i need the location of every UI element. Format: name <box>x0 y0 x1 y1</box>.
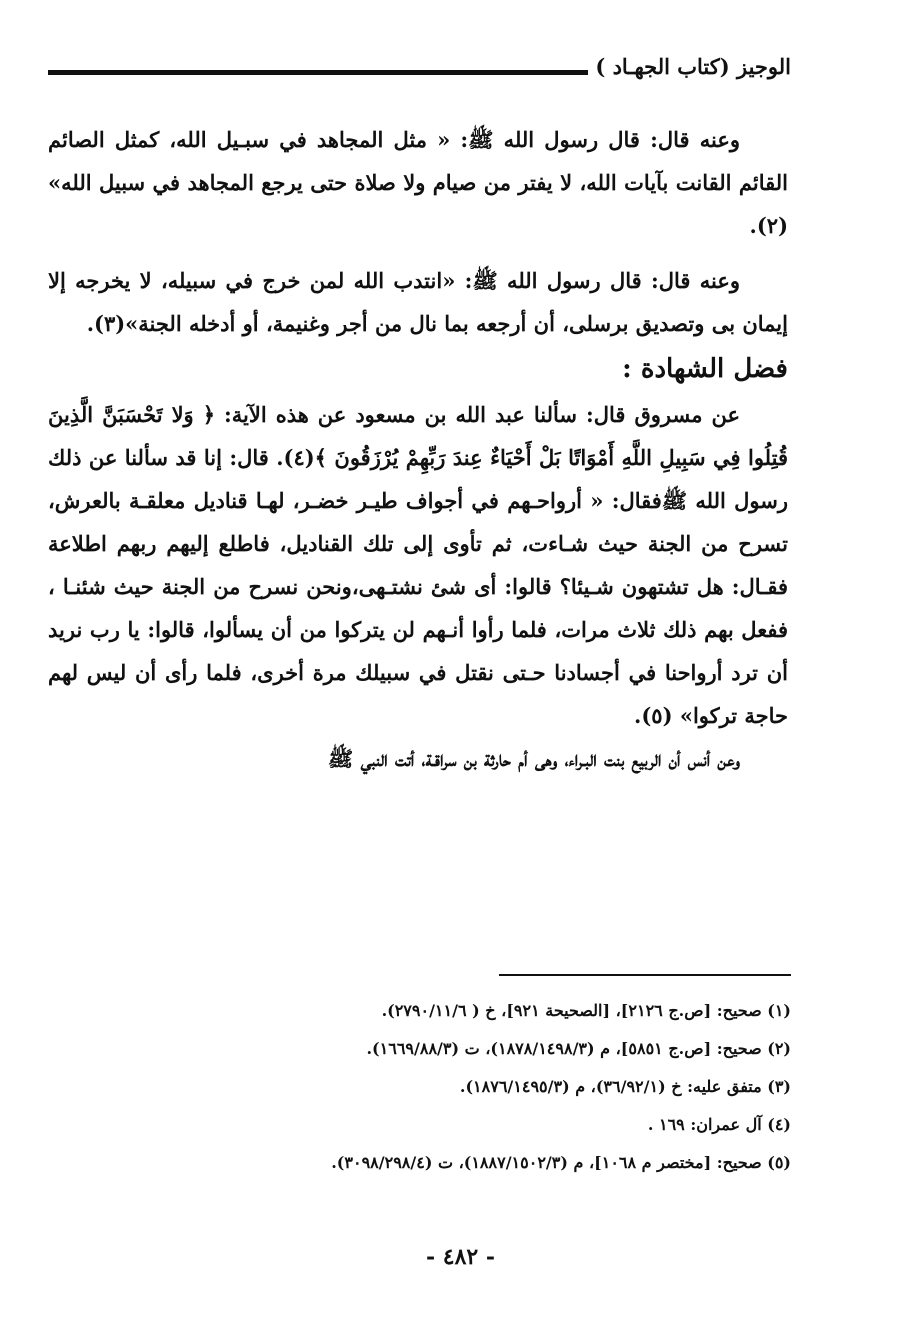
header-rule <box>48 70 588 75</box>
footnote-5: (٥) صحيح: [مختصر م ١٠٦٨]، م (١٨٨٧/١٥٠٢/٣)، ت (٣٠٩٨/٢٩٨/٤). <box>331 1153 791 1172</box>
footnotes <box>171 992 791 1182</box>
running-head: الوجيز (كتاب الجهـاد ) <box>595 54 791 79</box>
footnote-4: (٤) آل عمران: ١٦٩ . <box>647 1115 791 1134</box>
footnote-1: (١) صحيح: [ص.ج ٢١٢٦]، [الصحيحة ٩٢١]، خ ( ٢٧٩٠/١١/٦). <box>381 1001 791 1020</box>
paragraph-1: وعنه قال: قال رسول الله ﷺ: « مثل المجاهد في سبـيل الله، كمثل الصائم القائم القانت بآيات الله، لا يفتر من صيام ولا صلاة حتى يرجع المجاهد في سبيل الله» (٢). <box>48 127 788 238</box>
paragraph-gap <box>48 247 788 259</box>
paragraph-3: عن مسروق قال: سألنا عبد الله بن مسعود عن هذه الآية: ﴿ وَلا تَحْسَبَنَّ الَّذِينَ قُتِلُوا فِي سَبِيلِ اللَّهِ أَمْوَاتًا بَلْ أَحْيَاءٌ عِندَ رَبِّهِمْ يُرْزَقُونَ ﴾(٤). قال: إنا قد سألنا عن ذلك رسول الله ﷺفقال: « أرواحـهم في أجواف طيـر خضـر، لهـا قناديل معلقـة بالعرش، تسرح من الجنة حيث شـاءت، ثم تأوى إلى تلك القناديل، فاطلع إليهم ربهم اطلاعة فقـال: هل تشتهون شـيئا؟ قالوا: أى شئ نشتـهى،ونحن نسرح من الجنة حيث شئنـا ، ففعل بهم ذلك ثلاث مرات، فلما رأوا أنـهم لن يتركوا من أن يسألوا، قالوا: يا رب نريد أن ترد أرواحنا في أجسادنا حـتى نقتل في سبيلك مرة أخرى، فلما رأى أن ليس لهم حاجة تركوا» (٥). <box>48 402 788 728</box>
footnote-2: (٢) صحيح: [ص.ج ٥٨٥١]، م (١٨٧٨/١٤٩٨/٣)، ت (١٦٦٩/٨٨/٣). <box>366 1039 791 1058</box>
footnote-3: (٣) متفق عليه: خ (٣٦/٩٢/١)، م (١٨٧٦/١٤٩٥/٣). <box>459 1077 791 1096</box>
section-heading: فضل الشهادة : <box>622 354 788 384</box>
paragraph-2: وعنه قال: قال رسول الله ﷺ: «انتدب الله لمن خرج في سبيله، لا يخرجه إلا إيمان بى وتصديق برسلى، أن أرجعه بما نال من أجر وغنيمة، أو أدخله الجنة»(٣). <box>48 268 788 336</box>
page-number: - ٤٨٢ - <box>425 1244 496 1270</box>
footnote-rule <box>499 974 791 976</box>
main-text <box>48 118 788 780</box>
paragraph-4: وعن أنس أن الربيع بنت البـراء، وهى أم حارثة بن سراقـة، أتت النبي ﷺ <box>327 746 740 771</box>
